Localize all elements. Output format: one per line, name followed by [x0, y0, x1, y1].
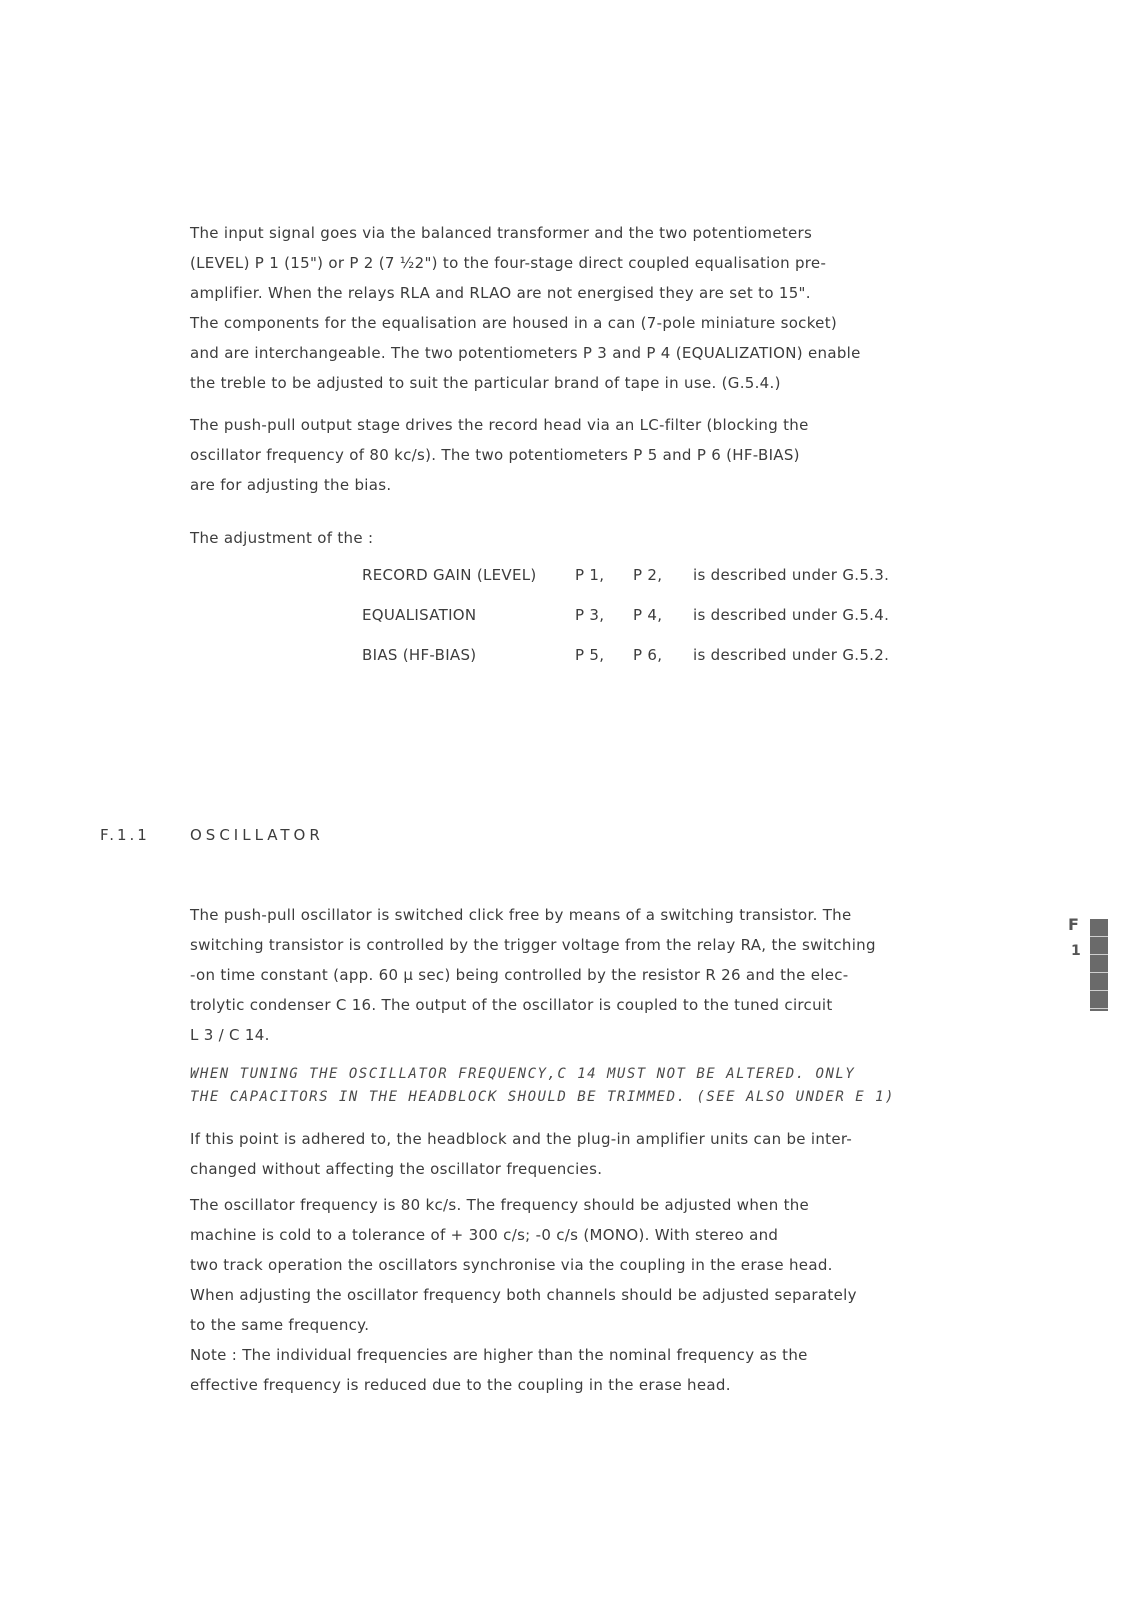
adjustment-pot-a: P 5, [575, 646, 605, 664]
frequency-paragraph [190, 1190, 960, 1400]
text-line: L 3 / C 14. [190, 1026, 270, 1044]
text-line: Note : The individual frequencies are higher than the nominal frequency as the [190, 1346, 808, 1364]
adjustment-reference: is described under G.5.2. [693, 646, 890, 664]
warning-line: THE CAPACITORS IN THE HEADBLOCK SHOULD BE TRIMMED. (SEE ALSO UNDER E 1) [190, 1089, 895, 1105]
adjustment-pot-b: P 6, [633, 646, 663, 664]
warning-notice [190, 1063, 970, 1109]
text-line: machine is cold to a tolerance of + 300 c/s; -0 c/s (MONO). With stereo and [190, 1226, 779, 1244]
adjustment-pot-a: P 3, [575, 606, 605, 624]
text-line: The push-pull oscillator is switched click free by means of a switching transistor. The [190, 906, 852, 924]
adjustment-pot-b: P 2, [633, 566, 663, 584]
adjustment-pot-a: P 1, [575, 566, 605, 584]
text-line: switching transistor is controlled by the trigger voltage from the relay RA, the switching [190, 936, 876, 954]
text-line: The push-pull output stage drives the record head via an LC-filter (blocking the [190, 416, 809, 434]
adjustment-reference: is described under G.5.3. [693, 566, 890, 584]
warning-line: WHEN TUNING THE OSCILLATOR FREQUENCY,C 14 MUST NOT BE ALTERED. ONLY [190, 1066, 856, 1082]
intro-paragraph [190, 218, 960, 398]
text-line: and are interchangeable. The two potentiometers P 3 and P 4 (EQUALIZATION) enable [190, 344, 861, 362]
section-title: OSCILLATOR [190, 826, 324, 844]
text-line: to the same frequency. [190, 1316, 370, 1334]
adjustment-name: RECORD GAIN (LEVEL) [362, 566, 537, 584]
text-line: (LEVEL) P 1 (15") or P 2 (7 ½2") to the four-stage direct coupled equalisation pre- [190, 254, 827, 272]
tab-number: 1 [1071, 943, 1081, 959]
text-line: the treble to be adjusted to suit the particular brand of tape in use. (G.5.4.) [190, 374, 781, 392]
output-stage-paragraph [190, 410, 960, 500]
oscillator-paragraph [190, 900, 960, 1050]
adjustment-name: EQUALISATION [362, 606, 477, 624]
chapter-tab-marker [1068, 915, 1108, 1015]
adjustment-name: BIAS (HF-BIAS) [362, 646, 477, 664]
adjustment-reference: is described under G.5.4. [693, 606, 890, 624]
text-line: changed without affecting the oscillator frequencies. [190, 1160, 603, 1178]
interchange-paragraph [190, 1124, 960, 1184]
text-line: oscillator frequency of 80 kc/s). The two potentiometers P 5 and P 6 (HF-BIAS) [190, 446, 800, 464]
text-line: are for adjusting the bias. [190, 476, 392, 494]
text-line: amplifier. When the relays RLA and RLAO are not energised they are set to 15". [190, 284, 811, 302]
text-line: The oscillator frequency is 80 kc/s. The frequency should be adjusted when the [190, 1196, 810, 1214]
section-number: F.1.1 [100, 826, 150, 844]
text-line: The adjustment of the : [190, 529, 374, 547]
tab-letter: F [1068, 915, 1079, 934]
text-line: The input signal goes via the balanced transformer and the two potentiometers [190, 224, 813, 242]
text-line: effective frequency is reduced due to the coupling in the erase head. [190, 1376, 731, 1394]
text-line: -on time constant (app. 60 μ sec) being controlled by the resistor R 26 and the elec- [190, 966, 849, 984]
text-line: When adjusting the oscillator frequency both channels should be adjusted separately [190, 1286, 857, 1304]
text-line: The components for the equalisation are housed in a can (7-pole miniature socket) [190, 314, 838, 332]
adjustment-pot-b: P 4, [633, 606, 663, 624]
text-line: trolytic condenser C 16. The output of the oscillator is coupled to the tuned circuit [190, 996, 833, 1014]
tab-bar [1090, 919, 1108, 1011]
text-line: If this point is adhered to, the headblock and the plug-in amplifier units can be inter- [190, 1130, 853, 1148]
adjustment-intro [190, 523, 960, 553]
text-line: two track operation the oscillators synchronise via the coupling in the erase head. [190, 1256, 833, 1274]
